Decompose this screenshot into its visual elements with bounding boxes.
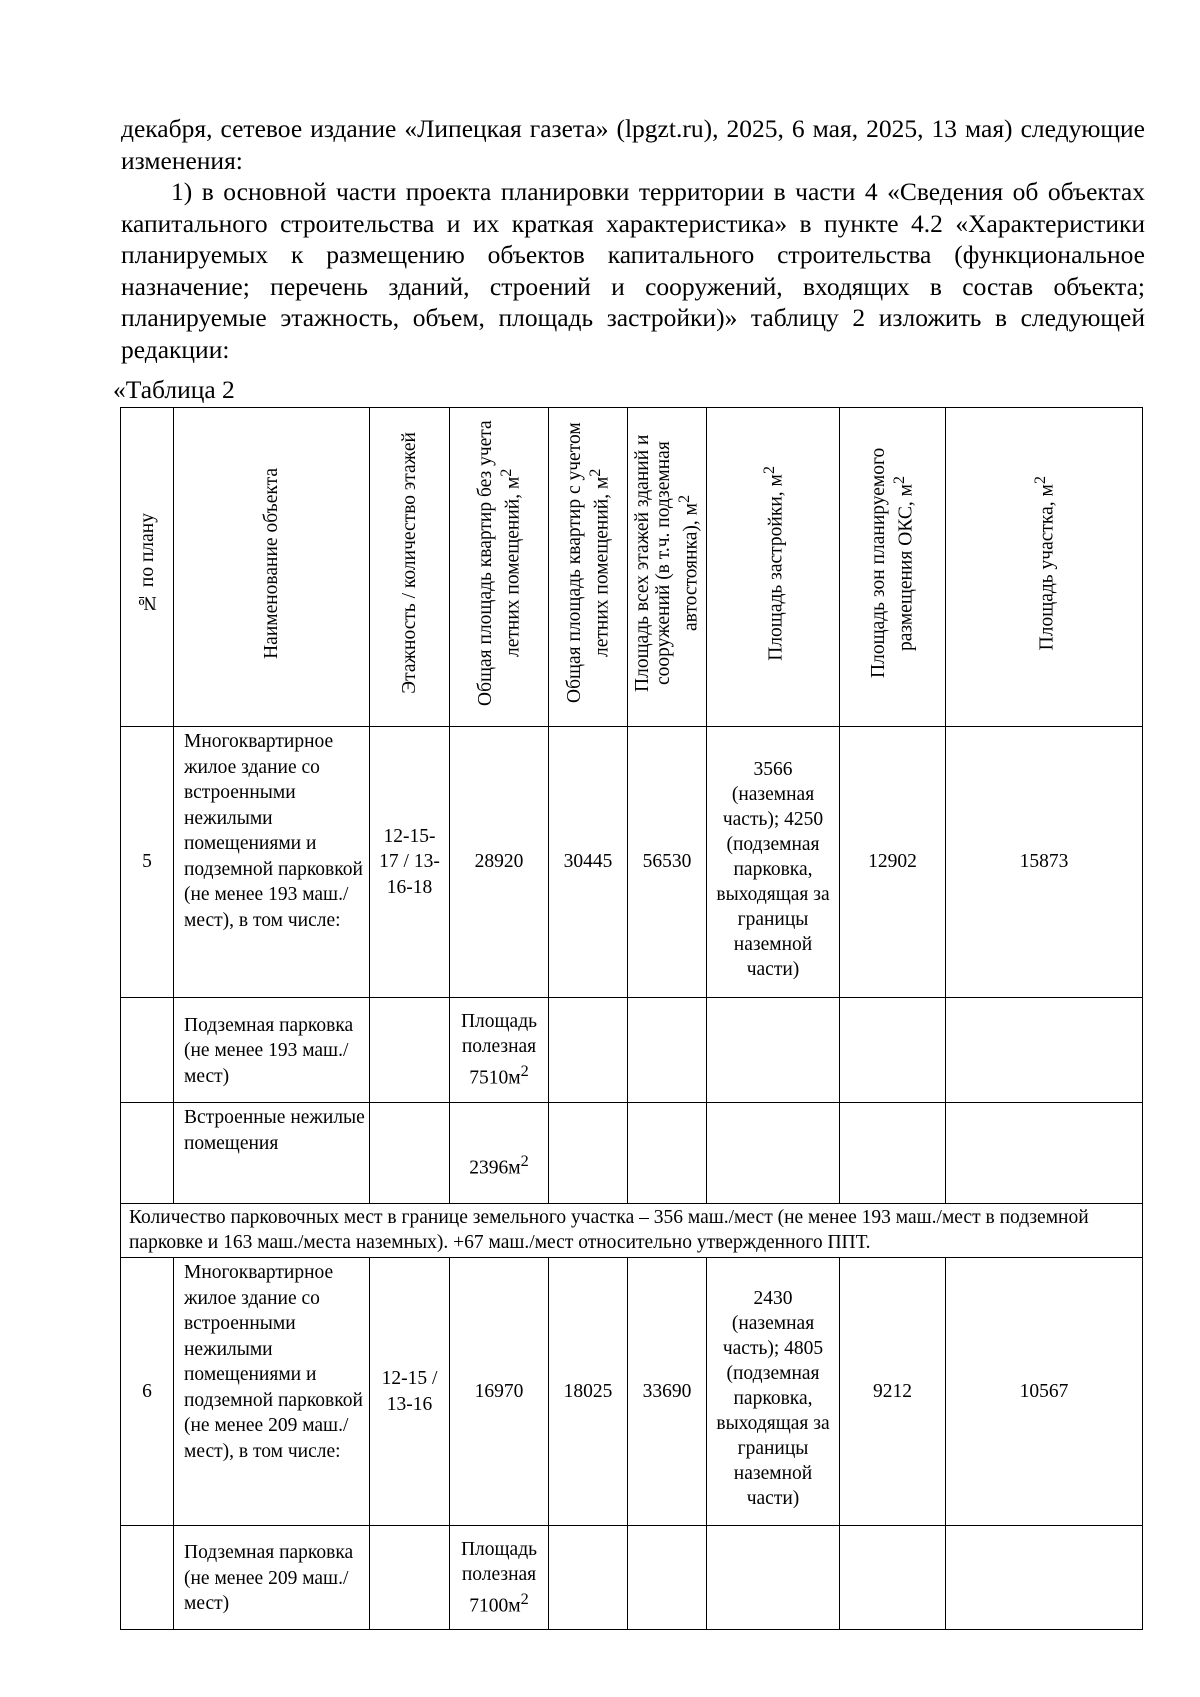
row6-floors: 12-15 / 13-16 xyxy=(370,1258,450,1526)
row5-built-area: 3566 (наземная часть); 4250 (подземная парковка, выходящая за границы наземной части) xyxy=(707,727,840,998)
row6-area-all-floors: 33690 xyxy=(628,1258,707,1526)
row6-zone-area: 9212 xyxy=(840,1258,946,1526)
row6-plot-area: 10567 xyxy=(946,1258,1143,1526)
parking-note: Количество парковочных мест в границе земельного участка – 356 маш./мест (не менее 193 маш./мест в подземной парковке и 163 маш./места наземных). +67 маш./мест относительно утвержденного ППТ. xyxy=(121,1204,1143,1258)
row6-area-no-summer: 16970 xyxy=(450,1258,549,1526)
header-area-all-floors: Площадь всех этажей зданий и сооружений (в т.ч. подземная автостоянка), $м^2$ xyxy=(628,408,707,727)
header-area-no-summer: Общая площадь квартир без учета летних помещений, $м^2$ xyxy=(450,408,549,727)
row6-parking-area: Площадь полезная $7100м^2$ xyxy=(450,1526,549,1630)
table-caption: «Таблица 2 xyxy=(113,375,235,404)
row5-num: 5 xyxy=(121,727,174,998)
row5-parking-area: Площадь полезная $7510м^2$ xyxy=(450,998,549,1103)
table-row xyxy=(121,1204,1143,1258)
intro-text xyxy=(121,113,1145,365)
header-num: № по плану xyxy=(121,408,174,727)
amendment-item-1: 1) в основной части проекта планировки территории в части 4 «Сведения об объектах капитального строительства и их краткая характеристика» в пункте 4.2 «Характеристики планируемых к размещению объектов капитального строительства (функциональное назначение; перечень зданий, строений и сооружений, входящих в состав объекта; планируемые этажность, объем, площадь застройки)» таблицу 2 изложить в следующей редакции: xyxy=(121,177,1145,364)
row5-parking-name: Подземная парковка (не менее 193 маш./мест) xyxy=(174,998,370,1103)
table-row xyxy=(121,727,1143,998)
table-row xyxy=(121,1258,1143,1526)
header-floors: Этажность / количество этажей xyxy=(370,408,450,727)
row5-area-all-floors: 56530 xyxy=(628,727,707,998)
row5-nonres-area: $2396м^2$ xyxy=(450,1103,549,1204)
table-row xyxy=(121,1526,1143,1630)
row5-area-no-summer: 28920 xyxy=(450,727,549,998)
row5-name: Многоквартирное жилое здание со встроенными нежилыми помещениями и подземной парковкой (не менее 193 маш./мест), в том числе: xyxy=(174,727,370,998)
row5-nonres-name: Встроенные нежилые помещения xyxy=(174,1103,370,1204)
header-name: Наименование объекта xyxy=(174,408,370,727)
table-row xyxy=(121,998,1143,1103)
row5-floors: 12-15-17 / 13-16-18 xyxy=(370,727,450,998)
header-built-area: Площадь застройки, $м^2$ xyxy=(707,408,840,727)
row5-area-with-summer: 30445 xyxy=(549,727,628,998)
row6-parking-name: Подземная парковка (не менее 209 маш./мест) xyxy=(174,1526,370,1630)
row5-plot-area: 15873 xyxy=(946,727,1143,998)
header-area-with-summer: Общая площадь квартир с учетом летних помещений, $м^2$ xyxy=(549,408,628,727)
header-plot-area: Площадь участка, $м^2$ xyxy=(946,408,1143,727)
row6-area-with-summer: 18025 xyxy=(549,1258,628,1526)
row6-name: Многоквартирное жилое здание со встроенными нежилыми помещениями и подземной парковкой (не менее 209 маш./мест), в том числе: xyxy=(174,1258,370,1526)
header-row xyxy=(121,408,1143,727)
table-row xyxy=(121,1103,1143,1204)
row6-num: 6 xyxy=(121,1258,174,1526)
table-2 xyxy=(120,407,1143,1630)
row5-zone-area: 12902 xyxy=(840,727,946,998)
header-zone-area: Площадь зон планируемого размещения ОКС, $м^2$ xyxy=(840,408,946,727)
row6-built-area: 2430 (наземная часть); 4805 (подземная парковка, выходящая за границы наземной части) xyxy=(707,1258,840,1526)
intro-paragraph: декабря, сетевое издание «Липецкая газета» (lpgzt.ru), 2025, 6 мая, 2025, 13 мая) следующие изменения: xyxy=(121,114,1145,175)
